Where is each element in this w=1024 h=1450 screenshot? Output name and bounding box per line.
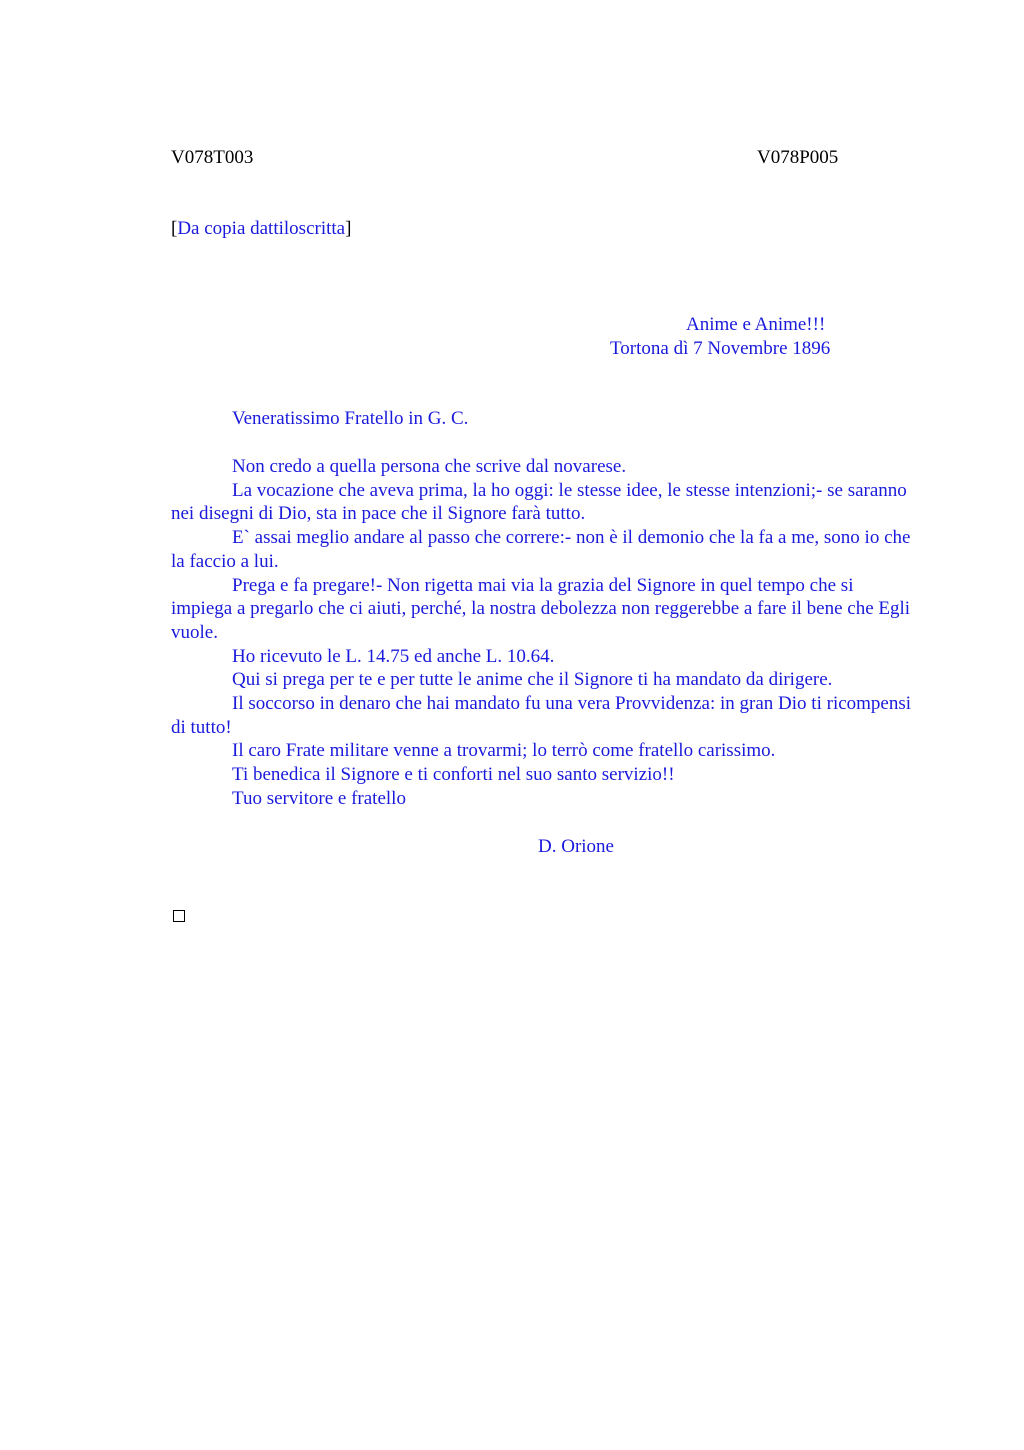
source-note-close-bracket: ] [345,218,352,239]
letter-place-date: Tortona dì 7 Novembre 1896 [610,338,831,359]
letter-paragraph: Ho ricevuto le L. 14.75 ed anche L. 10.64. [232,645,555,667]
letter-paragraph: Qui si prega per te e per tutte le anime che il Signore ti ha mandato da dirigere. [232,669,833,691]
letter-body [171,455,916,811]
letter-paragraph: La vocazione che aveva prima, la ho oggi: le stesse idee, le stesse intenzioni;- se saranno nei disegni di Dio, sta in pace che il Signore farà tutto. [171,479,907,525]
letter-paragraph: Non credo a quella persona che scrive dal novarese. [232,456,627,477]
letter-paragraph: E` assai meglio andare al passo che correre:- non è il demonio che la fa a me, sono io che la faccio a lui. [171,527,911,572]
document-code-left: V078T003 [171,147,254,168]
letter-paragraph: Il soccorso in denaro che hai mandato fu una vera Provvidenza: in gran Dio ti ricompensi di tutto! [171,693,912,738]
letter-paragraph: Il caro Frate militare venne a trovarmi; lo terrò come fratello carissimo. [232,740,776,762]
letter-paragraph: Tuo servitore e fratello [232,787,406,809]
letter-salutation: Veneratissimo Fratello in G. C. [232,408,469,429]
end-of-document-square-icon [173,910,185,922]
letter-paragraph: Ti benedica il Signore e ti conforti nel suo santo servizio!! [232,764,675,786]
letter-signature: D. Orione [538,836,614,857]
source-note-open-bracket: [ [171,218,178,239]
source-note [171,217,351,241]
source-note-text: Da copia dattiloscritta [177,218,346,239]
document-code-right: V078P005 [757,147,839,168]
letter-motto: Anime e Anime!!! [686,314,826,335]
letter-paragraph: Prega e fa pregare!- Non rigetta mai via la grazia del Signore in quel tempo che si impiega a pregarlo che ci aiuti, perché, la nostra debolezza non reggerebbe a fare il bene che Egli vuole. [171,574,911,643]
